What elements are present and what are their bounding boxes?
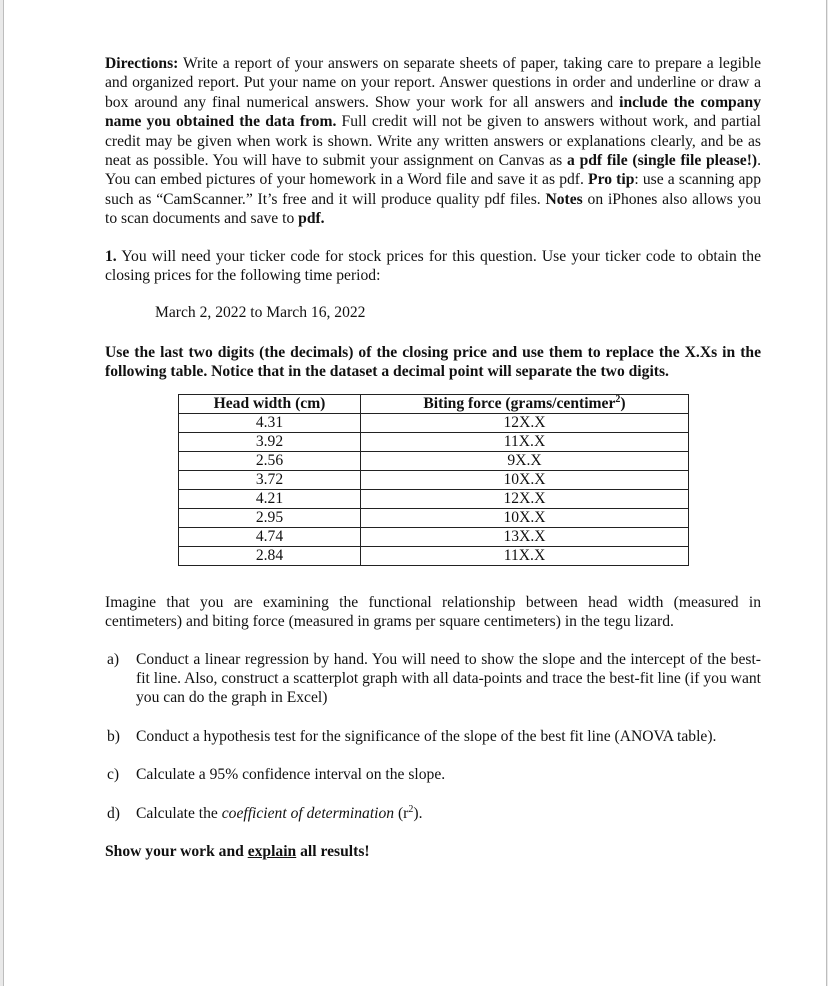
head-width-cell: 3.92 xyxy=(179,432,361,451)
question-1-text: You will need your ticker code for stock prices for this question. Use your ticker code to obtain the closing prices for the following time period: xyxy=(105,247,761,285)
biting-force-cell: 11X.X xyxy=(361,546,689,565)
list-item xyxy=(105,804,761,823)
directions-bold-pdf: pdf. xyxy=(298,210,325,228)
part-d-emphasis: coefficient of determination xyxy=(221,804,395,822)
head-width-cell: 2.84 xyxy=(179,546,361,565)
head-width-cell: 4.31 xyxy=(179,413,361,432)
table-row xyxy=(179,413,689,432)
header-head-width: Head width (cm) xyxy=(179,394,361,413)
table-row xyxy=(179,470,689,489)
part-d-sup: 2 xyxy=(408,803,414,815)
part-d-pre: Calculate the xyxy=(136,804,222,822)
part-d-text xyxy=(136,804,761,823)
data-table xyxy=(178,394,689,566)
biting-force-cell: 9X.X xyxy=(361,451,689,470)
table-row xyxy=(179,508,689,527)
directions-text-4: : use a scanning app such as “CamScanner.” It’s free and it will produce quality pdf files. xyxy=(105,171,761,208)
biting-force-cell: 12X.X xyxy=(361,413,689,432)
table-row xyxy=(179,527,689,546)
parts-list xyxy=(105,650,761,823)
biting-force-cell: 11X.X xyxy=(361,432,689,451)
biting-force-cell: 10X.X xyxy=(361,470,689,489)
question-1-number: 1. xyxy=(105,247,117,265)
part-c-label: c) xyxy=(107,766,120,784)
head-width-cell: 4.21 xyxy=(179,489,361,508)
list-item xyxy=(105,650,761,708)
head-width-cell: 3.72 xyxy=(179,470,361,489)
biting-force-cell: 10X.X xyxy=(361,508,689,527)
directions-text-2: Full credit will not be given to answers without work, and partial credit may be given when work is shown. Write any written answers or explanations clearly, and be as neat as possible. You will have to submit your assignment on Canvas as xyxy=(105,113,761,170)
head-width-cell: 2.56 xyxy=(179,451,361,470)
table-row xyxy=(179,432,689,451)
question-1-paragraph xyxy=(105,247,761,286)
document-content xyxy=(105,54,761,861)
directions-label: Directions: xyxy=(105,55,179,72)
part-b-label: b) xyxy=(107,727,120,745)
biting-force-cell: 12X.X xyxy=(361,489,689,508)
imagine-paragraph: Imagine that you are examining the functional relationship between head width (measured in centimeters) and biting force (measured in grams per square centimeters) in the tegu lizard. xyxy=(105,593,761,631)
list-item xyxy=(105,727,761,746)
final-underlined: explain xyxy=(247,842,297,860)
head-width-cell: 4.74 xyxy=(179,527,361,546)
list-item xyxy=(105,765,761,784)
header-biting-force-text: Biting force (grams/centimer xyxy=(423,394,616,412)
part-b-text: Conduct a hypothesis test for the significance of the slope of the best fit line (ANOVA table). xyxy=(136,727,717,745)
final-pre: Show your work and xyxy=(105,842,248,860)
directions-bold-company: include the company name you obtained the data from. xyxy=(105,93,761,131)
directions-paragraph xyxy=(105,54,761,229)
biting-force-cell: 13X.X xyxy=(361,527,689,546)
directions-bold-pro-tip: Pro tip xyxy=(588,171,635,189)
part-d-end: ). xyxy=(413,804,423,822)
final-post: all results! xyxy=(296,842,370,860)
directions-text-3: . You can embed pictures of your homework in a Word file and save it as pdf. xyxy=(105,152,761,189)
part-d-post: (r xyxy=(394,804,409,822)
part-c-text: Calculate a 95% confidence interval on the slope. xyxy=(136,766,446,784)
header-biting-force-close: ) xyxy=(620,394,626,412)
document-page xyxy=(3,0,827,986)
table-row xyxy=(179,546,689,565)
table-header-row xyxy=(179,394,689,413)
header-biting-force-sup: 2 xyxy=(615,393,621,405)
table-row xyxy=(179,489,689,508)
directions-bold-pdf-file: a pdf file (single file please!) xyxy=(567,152,758,170)
table-row xyxy=(179,451,689,470)
date-range: March 2, 2022 to March 16, 2022 xyxy=(155,304,366,322)
head-width-cell: 2.95 xyxy=(179,508,361,527)
part-d-label: d) xyxy=(107,804,120,822)
directions-text-5: on iPhones also allows you to scan documents and save to xyxy=(105,190,761,228)
final-instruction xyxy=(105,842,761,861)
directions-text-1: Write a report of your answers on separate sheets of paper, taking care to prepare a legible and organized report. Put your name on your report. Answer questions in order and underline or draw a box around any final numerical answers. Show your work for all answers and xyxy=(105,55,761,111)
instruction-paragraph: Use the last two digits (the decimals) of the closing price and use them to replace the X.Xs in the following table. Notice that in the dataset a decimal point will separate the two digits. xyxy=(105,343,761,381)
directions-bold-notes: Notes xyxy=(545,190,583,208)
part-a-text: Conduct a linear regression by hand. You will need to show the slope and the intercept of the best-fit line. Also, construct a scatterplot graph with all data-points and trace the best-fit line (if you want you can do the graph in Excel) xyxy=(136,650,761,707)
part-a-label: a) xyxy=(107,650,120,668)
header-biting-force xyxy=(361,394,689,413)
